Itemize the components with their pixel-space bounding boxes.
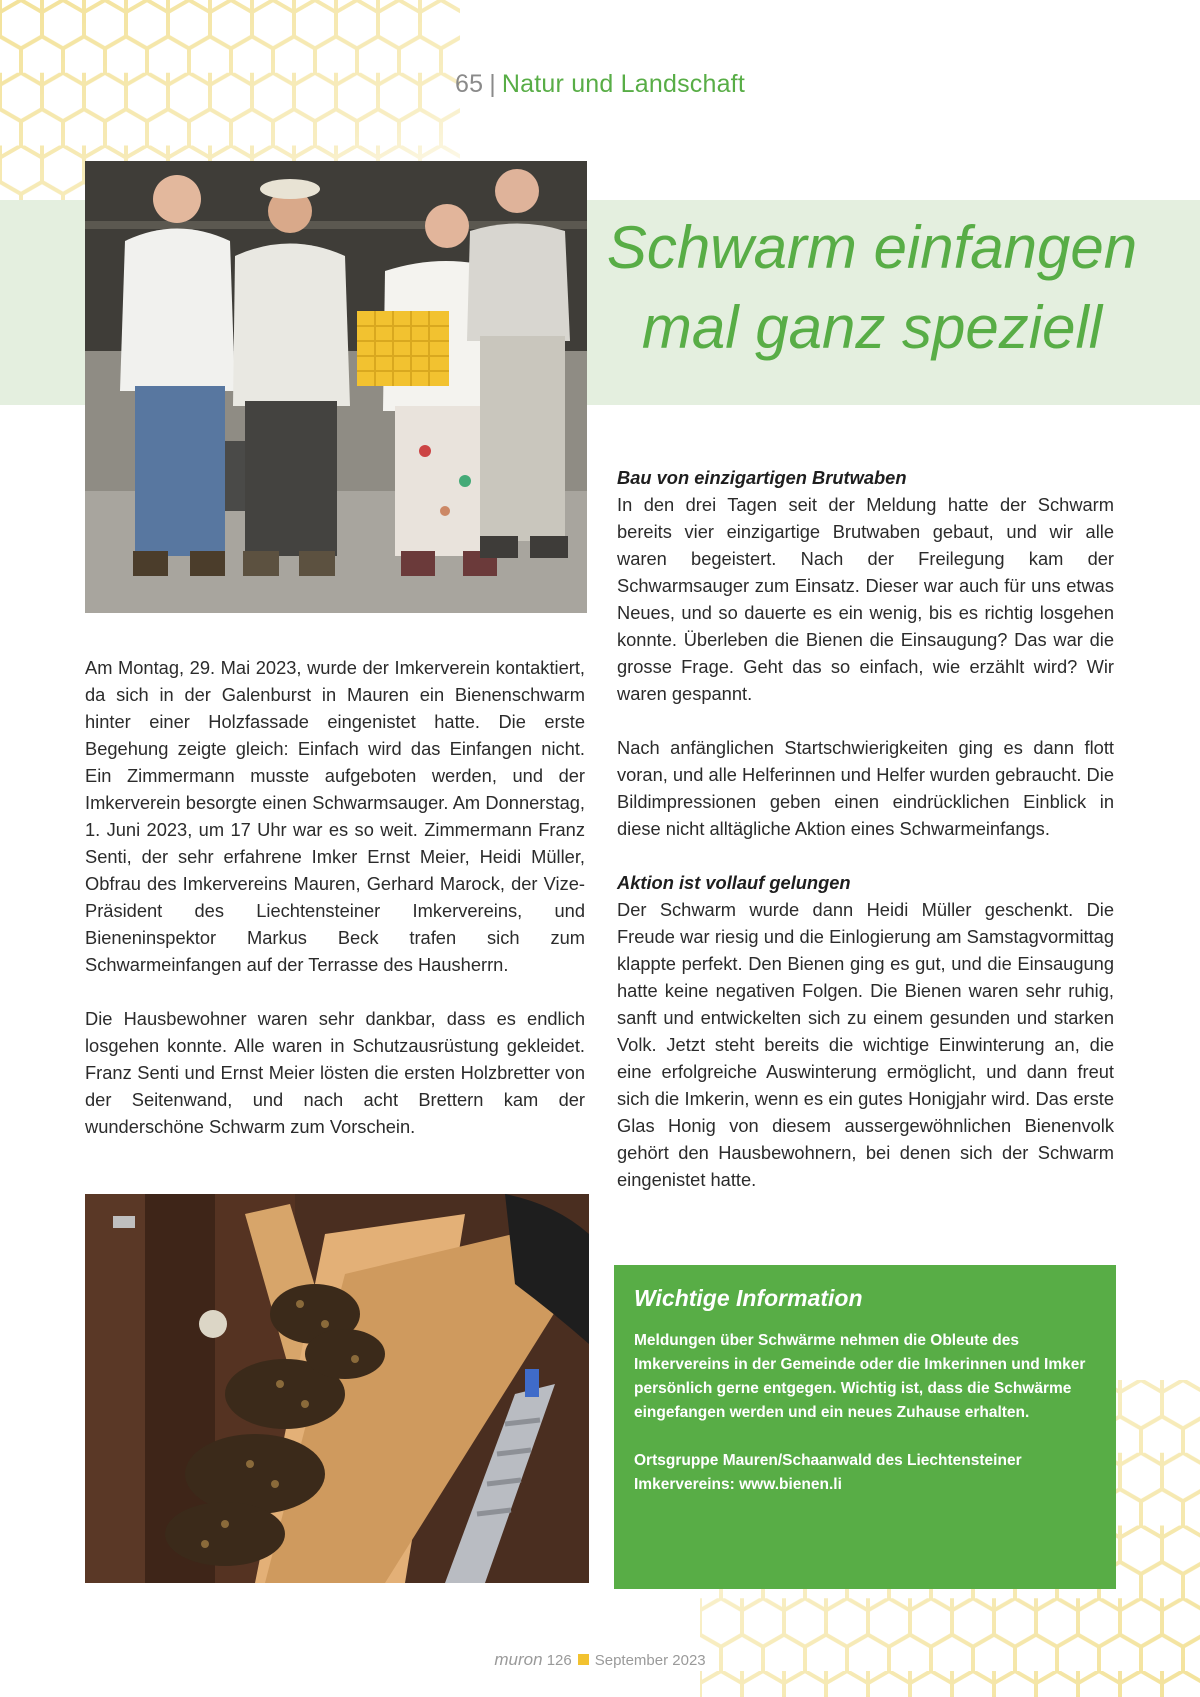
photo-beekeepers-group: [85, 161, 587, 613]
photo-bee-swarm-on-board: [85, 1194, 589, 1583]
page-footer: [0, 1650, 1200, 1670]
issue-number: 126: [546, 1652, 572, 1669]
magazine-name: muron: [494, 1650, 543, 1669]
footer-square-icon: [578, 1654, 589, 1665]
subheading-brutwaben: Bau von einzigartigen Brutwaben: [617, 467, 907, 488]
info-box-text: Meldungen über Schwärme nehmen die Obleute des Imkervereins in der Gemeinde oder die Imkerinnen und Imker persönlich gerne entgegen. Wichtig ist, dass die Schwärme eingefangen werden und ein neues Zuhause erhalten.: [634, 1332, 1086, 1421]
header-separator: |: [489, 70, 496, 98]
right-paragraph-2: Nach anfänglichen Startschwierigkeiten ging es dann flott voran, und alle Helferinnen und Helfer wurden gebraucht. Die Bildimpressionen geben einen eindrücklichen Einblick in diese nicht alltägliche Aktion eines Schwarmeinfangs.: [617, 737, 1114, 839]
issue-date: September 2023: [594, 1652, 706, 1669]
right-paragraph-3: Der Schwarm wurde dann Heidi Müller geschenkt. Die Freude war riesig und die Einlogierung am Samstagvormittag klappte perfekt. Den Bienen ging es gut, und die Einsaugung hatte keine negativen Folgen. Die Bienen waren sehr ruhig, sanft und entwickelten sich zu einem gesunden und starken Volk. Jetzt steht bereits die wichtige Einwinterung an, die eine erfolgreiche Auswinterung ermöglicht, und dann freut sich die Imkerin, wenn es ein gutes Honigjahr wird. Das erste Glas Honig von diesem aussergewöhnlichen Bienenvolk gehört den Hausbewohnern, bei denen sich der Schwarm eingenistet hatte.: [617, 899, 1114, 1190]
section-title: Natur und Landschaft: [501, 70, 745, 98]
subheading-aktion: Aktion ist vollauf gelungen: [617, 872, 851, 893]
right-column-text: [617, 464, 1114, 1220]
right-paragraph-1: In den drei Tagen seit der Meldung hatte der Schwarm bereits vier einzigartige Brutwaben gebaut, und wir alle waren begeistert. Nach der Freilegung kam der Schwarmsauger zum Einsatz. Dieser war auch für uns etwas Neues, und so dauerte es ein wenig, bis es richtig losgehen konnte. Überleben die Bienen die Einsaugung? Das war die grosse Frage. Geht das so einfach, wie erzählt wird? Wir waren gespannt.: [617, 494, 1114, 704]
info-box: [614, 1265, 1116, 1589]
article-title: [592, 208, 1152, 368]
article-title-line-1: Schwarm einfangen: [606, 214, 1138, 281]
info-box-title: Wichtige Information: [634, 1285, 863, 1311]
left-paragraph-1: Am Montag, 29. Mai 2023, wurde der Imkerverein kontaktiert, da sich in der Galenburst in Mauren ein Bienenschwarm hinter einer Holzfassade eingenistet hatte. Die erste Begehung zeigte gleich: Einfach wird das Einfangen nicht. Ein Zimmermann musste aufgeboten werden, und der Imkerverein besorgte einen Schwarmsauger. Am Donnerstag, 1. Juni 2023, um 17 Uhr war es so weit. Zimmermann Franz Senti, der sehr erfahrene Imker Ernst Meier, Heidi Müller, Obfrau des Imkervereins Mauren, Gerhard Marock, der Vize-Präsident des Liechtensteiner Imkervereins, und Bieneninspektor Markus Beck trafen sich zum Schwarmeinfangen auf der Terrasse des Hausherrn.: [85, 657, 585, 975]
page-number: 65: [455, 70, 484, 98]
left-column-text: [85, 654, 585, 1167]
article-title-line-2: mal ganz speziell: [641, 294, 1103, 361]
info-box-contact: Ortsgruppe Mauren/Schaanwald des Liechtensteiner Imkervereins: www.bienen.li: [634, 1452, 1022, 1493]
left-paragraph-2: Die Hausbewohner waren sehr dankbar, dass es endlich losgehen konnte. Alle waren in Schutzausrüstung gekleidet. Franz Senti und Ernst Meier lösten die ersten Holzbretter von der Seitenwand, und nach acht Brettern kam der wunderschöne Schwarm zum Vorschein.: [85, 1008, 585, 1137]
page-header: [0, 70, 1200, 99]
